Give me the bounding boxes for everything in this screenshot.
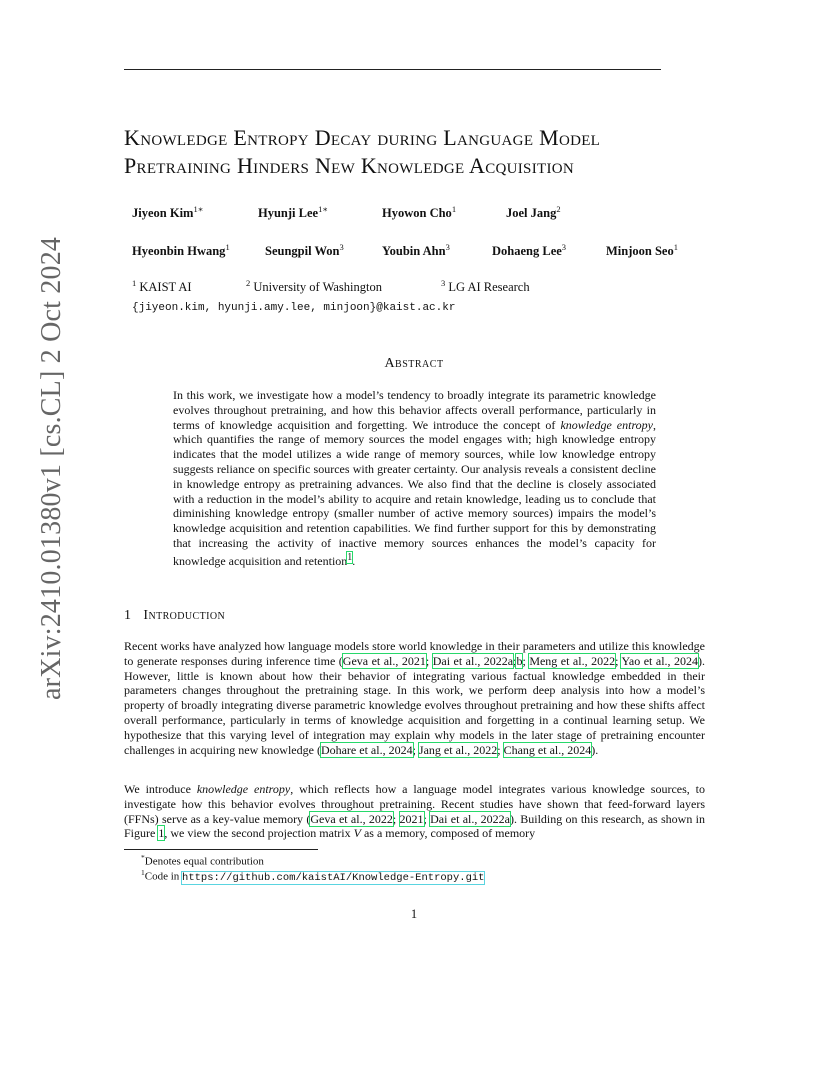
citation-link[interactable]: Dai et al., 2022a [432,653,514,668]
citation-link[interactable]: b [516,653,523,668]
intro-paragraph-2: We introduce knowledge entropy, which reflects how a language model integrates various knowledge sources, to investigate how this behavior evolves throughout pretraining. Recent studies have shown that feed-forward layers (FFNs) serve as a key-value memory (Geva et al., 2022; 2021; Dai et al., 2022a). Building on this research, as shown in Figure 1, we view the second projection matrix V as a memory, composed of memory [124,782,706,841]
paper-title [124,124,744,180]
section-title: Introduction [143,608,226,623]
author: Seungpil Won$^3$ [265,242,344,259]
arxiv-stamp: arXiv:2410.01380v1 [cs.CL] 2 Oct 2024 [36,236,67,700]
citation-link[interactable]: Dai et al., 2022a [430,811,510,826]
affiliation: $^2$ University of Washington [246,278,382,295]
author: Jiyeon Kim$^{1∗}$ [132,204,204,221]
author: Hyowon Cho$^1$ [382,204,457,221]
footnote-rule [124,849,318,850]
affiliation: $^1$ KAIST AI [132,278,192,295]
footnote-code: $^1$Code in https://github.com/kaistAI/Knowledge-Entropy.git [141,868,485,884]
footnote-equal-contribution: *Denotes equal contribution [141,853,264,868]
code-url-link[interactable]: https://github.com/kaistAI/Knowledge-Entropy.git [182,871,485,884]
citation-link[interactable]: Jang et al., 2022 [418,742,498,757]
abstract-heading: Abstract [384,356,444,371]
section-heading [124,608,237,624]
abstract-body: In this work, we investigate how a model’s tendency to broadly integrate its parametric knowledge evolves throughout pretraining, and how this behavior affects overall performance, particularly in terms of knowledge acquisition and forgetting. We introduce the concept of knowledge entropy, which quantifies the range of memory sources the model engages with; high knowledge entropy indicates that the model utilizes a wide range of memory sources, while low knowledge entropy suggests reliance on specific sources with greater certainty. Our analysis reveals a consistent decline in knowledge entropy as pretraining advances. We also find that the decline is closely associated with a reduction in the model’s ability to acquire and retain knowledge, leading us to conclude that diminishing knowledge entropy (smaller number of active memory sources) impairs the model’s knowledge acquisition and retention capabilities. We find further support for this by demonstrating that increasing the activity of inactive memory sources enhances the model’s capacity for knowledge acquisition and retention$^1$. [173,388,657,568]
affiliation: $^3$ LG AI Research [441,278,530,295]
author: Youbin Ahn$^3$ [382,242,450,259]
author: Joel Jang$^2$ [506,204,561,221]
citation-link[interactable]: 2021 [399,811,424,826]
author-emails: {jiyeon.kim, hyunji.amy.lee, minjoon}@kaist.ac.kr [132,302,456,314]
page-number: 1 [410,907,418,921]
author: Dohaeng Lee$^3$ [492,242,567,259]
citation-link[interactable]: Chang et al., 2024 [503,742,592,757]
citation-link[interactable]: Geva et al., 2021 [342,653,426,668]
top-rule [124,69,661,70]
author: Hyunji Lee$^{1∗}$ [258,204,329,221]
title-line-1: Knowledge Entropy Decay during Language Model [124,125,601,150]
citation-link[interactable]: Dohare et al., 2024 [320,742,413,757]
citation-link[interactable]: Geva et al., 2022 [310,811,393,826]
author: Minjoon Seo$^1$ [606,242,678,259]
citation-link[interactable]: Meng et al., 2022 [529,653,616,668]
intro-paragraph-1: Recent works have analyzed how language models store world knowledge in their parameters and utilize this knowledge to generate responses during inference time (Geva et al., 2021; Dai et al., 2022a;b; Meng et al., 2022; Yao et al., 2024). However, little is known about how their behavior of integrating various factual knowledge embedded in their parameters changes throughout the pretraining stage. In this work, we perform deep analysis into how a model’s property of broadly integrating diverse parametric knowledge evolves throughout pretraining and how these shifts affect overall performance, particularly in terms of knowledge acquisition and forgetting in a continual learning setup. We hypothesize that this varying level of integration may explain why models in the later stage of pretraining encounter challenges in acquiring new knowledge (Dohare et al., 2024; Jang et al., 2022; Chang et al., 2024). [124,639,706,757]
figure-link[interactable]: 1 [158,826,165,841]
footnote-link[interactable]: 1 [347,551,353,563]
citation-link[interactable]: Yao et al., 2024 [621,653,699,668]
section-number: 1 [124,608,132,623]
title-line-2: Pretraining Hinders New Knowledge Acquisition [124,153,575,178]
author: Hyeonbin Hwang$^1$ [132,242,230,259]
